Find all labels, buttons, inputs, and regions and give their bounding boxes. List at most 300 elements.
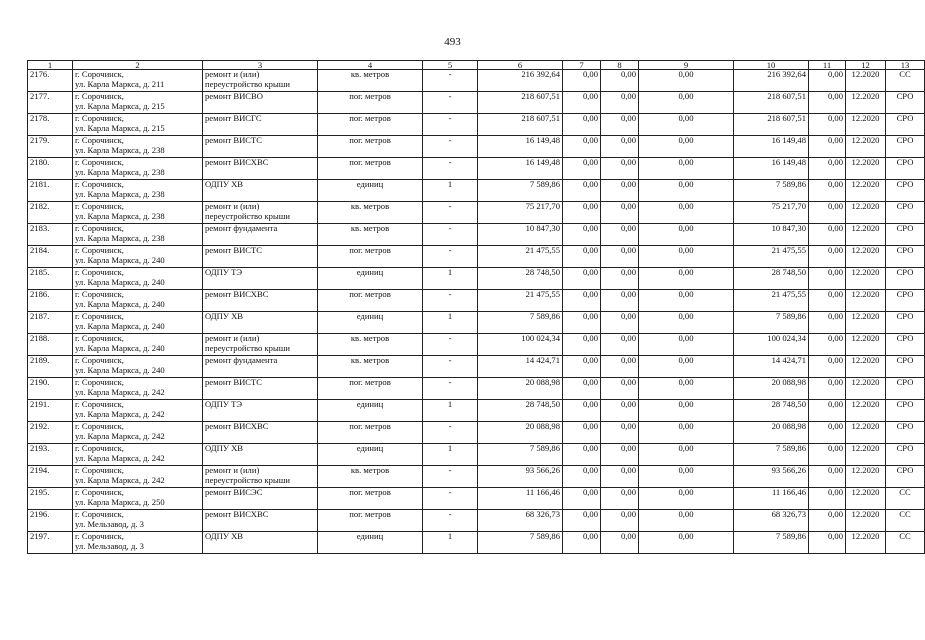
fund-cell-11: 0,00 <box>809 356 846 378</box>
fund-cell-7: 0,00 <box>563 510 601 532</box>
row-number-cell: 2179. <box>28 136 73 158</box>
work-type-cell-line: ремонт ВИСВО <box>205 91 263 101</box>
row-number-cell: 2182. <box>28 202 73 224</box>
fund-cell-9: 0,00 <box>639 290 734 312</box>
work-type-cell <box>203 180 318 202</box>
address-cell-line: ул. Карла Маркса, д. 215 <box>75 122 165 133</box>
fund-cell-8: 0,00 <box>601 202 639 224</box>
fund-cell-9: 0,00 <box>639 466 734 488</box>
work-type-cell <box>203 158 318 180</box>
column-header-5: 5 <box>423 61 478 70</box>
column-header-1: 1 <box>28 61 73 70</box>
column-header-8: 8 <box>601 61 639 70</box>
unit-cell: единиц <box>318 532 423 554</box>
completion-date-cell: 12.2020 <box>846 356 886 378</box>
fund-cell-8: 0,00 <box>601 92 639 114</box>
fund-cell-8: 0,00 <box>601 400 639 422</box>
row-number-cell: 2185. <box>28 268 73 290</box>
address-cell-line: ул. Карла Маркса, д. 211 <box>75 78 165 89</box>
fund-cell-10: 21 475,55 <box>734 246 809 268</box>
table-row <box>28 378 925 400</box>
address-cell <box>73 268 203 290</box>
fund-cell-7: 0,00 <box>563 224 601 246</box>
fund-cell-10: 100 024,34 <box>734 334 809 356</box>
table-row <box>28 290 925 312</box>
quantity-cell: 1 <box>423 532 478 554</box>
unit-cell: пог. метров <box>318 510 423 532</box>
table-row <box>28 532 925 554</box>
address-cell <box>73 136 203 158</box>
total-cost-cell: 20 088,98 <box>478 378 563 400</box>
quantity-cell: - <box>423 158 478 180</box>
work-type-cell-line: ремонт и (или) <box>205 465 260 475</box>
completion-date-cell: 12.2020 <box>846 422 886 444</box>
total-cost-cell: 75 217,70 <box>478 202 563 224</box>
fund-cell-9: 0,00 <box>639 92 734 114</box>
work-type-cell <box>203 400 318 422</box>
work-type-cell-line: ремонт ВИСТС <box>205 377 263 387</box>
address-cell-line: ул. Карла Маркса, д. 240 <box>75 320 165 331</box>
work-type-cell-line: ремонт и (или) <box>205 69 260 79</box>
fund-cell-10: 21 475,55 <box>734 290 809 312</box>
address-cell <box>73 312 203 334</box>
fund-cell-9: 0,00 <box>639 378 734 400</box>
total-cost-cell: 68 326,73 <box>478 510 563 532</box>
table-row <box>28 92 925 114</box>
row-number-cell: 2189. <box>28 356 73 378</box>
table-row <box>28 488 925 510</box>
total-cost-cell: 7 589,86 <box>478 532 563 554</box>
address-cell-line: г. Сорочинск, <box>75 223 124 233</box>
fund-cell-10: 16 149,48 <box>734 136 809 158</box>
table-row <box>28 114 925 136</box>
address-cell <box>73 246 203 268</box>
fund-cell-11: 0,00 <box>809 246 846 268</box>
fund-cell-10: 7 589,86 <box>734 180 809 202</box>
fund-cell-10: 7 589,86 <box>734 444 809 466</box>
table-row <box>28 444 925 466</box>
fund-cell-11: 0,00 <box>809 422 846 444</box>
fund-cell-9: 0,00 <box>639 444 734 466</box>
fund-cell-11: 0,00 <box>809 444 846 466</box>
fund-cell-9: 0,00 <box>639 268 734 290</box>
work-type-cell-line: ремонт ВИСТС <box>205 135 263 145</box>
unit-cell: пог. метров <box>318 92 423 114</box>
table-body <box>28 70 925 554</box>
address-cell-line: ул. Карла Маркса, д. 242 <box>75 452 165 463</box>
total-cost-cell: 218 607,51 <box>478 92 563 114</box>
work-type-cell <box>203 312 318 334</box>
fund-cell-9: 0,00 <box>639 422 734 444</box>
address-cell-line: ул. Карла Маркса, д. 215 <box>75 100 165 111</box>
total-cost-cell: 7 589,86 <box>478 312 563 334</box>
total-cost-cell: 28 748,50 <box>478 268 563 290</box>
column-header-11: 11 <box>809 61 846 70</box>
work-type-cell <box>203 202 318 224</box>
address-cell-line: г. Сорочинск, <box>75 399 124 409</box>
table-row <box>28 356 925 378</box>
work-type-cell <box>203 224 318 246</box>
address-cell-line: ул. Карла Маркса, д. 240 <box>75 298 165 309</box>
table-row <box>28 202 925 224</box>
address-cell-line: г. Сорочинск, <box>75 355 124 365</box>
address-cell-line: г. Сорочинск, <box>75 179 124 189</box>
address-cell <box>73 92 203 114</box>
address-cell-line: г. Сорочинск, <box>75 267 124 277</box>
fund-cell-10: 20 088,98 <box>734 422 809 444</box>
unit-cell: пог. метров <box>318 378 423 400</box>
address-cell-line: г. Сорочинск, <box>75 157 124 167</box>
fund-cell-7: 0,00 <box>563 532 601 554</box>
work-type-cell <box>203 136 318 158</box>
fund-source-cell: СРО <box>886 444 925 466</box>
work-type-cell-line: ремонт ВИСХВС <box>205 289 269 299</box>
fund-cell-11: 0,00 <box>809 400 846 422</box>
fund-cell-8: 0,00 <box>601 224 639 246</box>
completion-date-cell: 12.2020 <box>846 378 886 400</box>
fund-cell-9: 0,00 <box>639 510 734 532</box>
unit-cell: пог. метров <box>318 290 423 312</box>
fund-source-cell: СС <box>886 70 925 92</box>
address-cell-line: ул. Карла Маркса, д. 238 <box>75 210 165 221</box>
address-cell-line: ул. Карла Маркса, д. 238 <box>75 188 165 199</box>
quantity-cell: 1 <box>423 312 478 334</box>
table-row <box>28 400 925 422</box>
fund-source-cell: СРО <box>886 290 925 312</box>
quantity-cell: - <box>423 466 478 488</box>
address-cell-line: г. Сорочинск, <box>75 245 124 255</box>
row-number-cell: 2177. <box>28 92 73 114</box>
fund-cell-7: 0,00 <box>563 180 601 202</box>
fund-source-cell: СС <box>886 532 925 554</box>
fund-cell-7: 0,00 <box>563 136 601 158</box>
fund-cell-10: 216 392,64 <box>734 70 809 92</box>
fund-cell-10: 218 607,51 <box>734 114 809 136</box>
row-number-cell: 2194. <box>28 466 73 488</box>
unit-cell: кв. метров <box>318 334 423 356</box>
fund-cell-7: 0,00 <box>563 70 601 92</box>
address-cell-line: г. Сорочинск, <box>75 443 124 453</box>
work-type-cell-line: переустройство крыши <box>205 210 290 221</box>
unit-cell: пог. метров <box>318 114 423 136</box>
table-row <box>28 158 925 180</box>
work-type-cell <box>203 334 318 356</box>
unit-cell: кв. метров <box>318 356 423 378</box>
address-cell-line: ул. Карла Маркса, д. 250 <box>75 496 165 507</box>
fund-cell-8: 0,00 <box>601 422 639 444</box>
table-row <box>28 466 925 488</box>
table-row <box>28 422 925 444</box>
work-type-cell <box>203 466 318 488</box>
address-cell-line: г. Сорочинск, <box>75 289 124 299</box>
fund-cell-8: 0,00 <box>601 488 639 510</box>
total-cost-cell: 216 392,64 <box>478 70 563 92</box>
work-type-cell-line: переустройство крыши <box>205 78 290 89</box>
work-type-cell-line: ОДПУ ХВ <box>205 443 244 453</box>
total-cost-cell: 10 847,30 <box>478 224 563 246</box>
fund-cell-7: 0,00 <box>563 312 601 334</box>
unit-cell: единиц <box>318 312 423 334</box>
row-number-cell: 2178. <box>28 114 73 136</box>
address-cell-line: г. Сорочинск, <box>75 135 124 145</box>
total-cost-cell: 16 149,48 <box>478 136 563 158</box>
address-cell <box>73 378 203 400</box>
address-cell-line: ул. Карла Маркса, д. 240 <box>75 364 165 375</box>
fund-cell-9: 0,00 <box>639 334 734 356</box>
address-cell <box>73 444 203 466</box>
work-type-cell <box>203 70 318 92</box>
fund-cell-8: 0,00 <box>601 70 639 92</box>
work-type-cell-line: ОДПУ ХВ <box>205 179 244 189</box>
fund-cell-11: 0,00 <box>809 532 846 554</box>
unit-cell: пог. метров <box>318 136 423 158</box>
work-type-cell <box>203 114 318 136</box>
fund-cell-7: 0,00 <box>563 422 601 444</box>
fund-cell-9: 0,00 <box>639 202 734 224</box>
quantity-cell: - <box>423 202 478 224</box>
address-cell <box>73 488 203 510</box>
quantity-cell: - <box>423 70 478 92</box>
fund-cell-8: 0,00 <box>601 532 639 554</box>
fund-cell-8: 0,00 <box>601 334 639 356</box>
total-cost-cell: 28 748,50 <box>478 400 563 422</box>
fund-source-cell: СС <box>886 488 925 510</box>
fund-cell-7: 0,00 <box>563 334 601 356</box>
table-row <box>28 70 925 92</box>
fund-cell-8: 0,00 <box>601 444 639 466</box>
row-number-cell: 2197. <box>28 532 73 554</box>
address-cell-line: ул. Мельзавод, д. 3 <box>75 540 144 551</box>
fund-cell-8: 0,00 <box>601 290 639 312</box>
work-type-cell <box>203 290 318 312</box>
fund-cell-10: 10 847,30 <box>734 224 809 246</box>
fund-source-cell: СРО <box>886 334 925 356</box>
completion-date-cell: 12.2020 <box>846 70 886 92</box>
completion-date-cell: 12.2020 <box>846 334 886 356</box>
fund-cell-7: 0,00 <box>563 290 601 312</box>
fund-source-cell: СРО <box>886 268 925 290</box>
work-type-cell-line: ремонт ВИСХВС <box>205 509 269 519</box>
page-number: 493 <box>444 36 461 48</box>
address-cell <box>73 224 203 246</box>
completion-date-cell: 12.2020 <box>846 158 886 180</box>
fund-cell-11: 0,00 <box>809 114 846 136</box>
work-type-cell <box>203 246 318 268</box>
fund-cell-11: 0,00 <box>809 488 846 510</box>
work-type-cell-line: ремонт ВИСЭС <box>205 487 263 497</box>
quantity-cell: - <box>423 488 478 510</box>
fund-cell-11: 0,00 <box>809 290 846 312</box>
work-type-cell-line: ОДПУ ХВ <box>205 311 244 321</box>
completion-date-cell: 12.2020 <box>846 268 886 290</box>
unit-cell: пог. метров <box>318 158 423 180</box>
address-cell <box>73 202 203 224</box>
completion-date-cell: 12.2020 <box>846 444 886 466</box>
fund-source-cell: СРО <box>886 422 925 444</box>
completion-date-cell: 12.2020 <box>846 466 886 488</box>
unit-cell: единиц <box>318 268 423 290</box>
address-cell-line: ул. Карла Маркса, д. 240 <box>75 276 165 287</box>
table-row <box>28 224 925 246</box>
total-cost-cell: 20 088,98 <box>478 422 563 444</box>
total-cost-cell: 21 475,55 <box>478 246 563 268</box>
row-number-cell: 2186. <box>28 290 73 312</box>
work-type-cell <box>203 422 318 444</box>
address-cell <box>73 400 203 422</box>
column-header-13: 13 <box>886 61 925 70</box>
address-cell-line: ул. Карла Маркса, д. 240 <box>75 342 165 353</box>
fund-cell-9: 0,00 <box>639 312 734 334</box>
completion-date-cell: 12.2020 <box>846 246 886 268</box>
row-number-cell: 2191. <box>28 400 73 422</box>
quantity-cell: - <box>423 114 478 136</box>
column-header-9: 9 <box>639 61 734 70</box>
fund-cell-9: 0,00 <box>639 400 734 422</box>
fund-cell-10: 14 424,71 <box>734 356 809 378</box>
fund-cell-11: 0,00 <box>809 92 846 114</box>
fund-cell-9: 0,00 <box>639 180 734 202</box>
row-number-cell: 2188. <box>28 334 73 356</box>
work-type-cell <box>203 510 318 532</box>
fund-cell-10: 28 748,50 <box>734 400 809 422</box>
address-cell-line: ул. Карла Маркса, д. 238 <box>75 232 165 243</box>
address-cell-line: г. Сорочинск, <box>75 333 124 343</box>
address-cell-line: ул. Карла Маркса, д. 238 <box>75 144 165 155</box>
address-cell-line: ул. Карла Маркса, д. 242 <box>75 474 165 485</box>
total-cost-cell: 7 589,86 <box>478 180 563 202</box>
address-cell <box>73 70 203 92</box>
fund-cell-7: 0,00 <box>563 378 601 400</box>
quantity-cell: 1 <box>423 444 478 466</box>
fund-source-cell: СРО <box>886 92 925 114</box>
fund-cell-11: 0,00 <box>809 466 846 488</box>
fund-cell-11: 0,00 <box>809 202 846 224</box>
fund-cell-7: 0,00 <box>563 246 601 268</box>
unit-cell: кв. метров <box>318 70 423 92</box>
quantity-cell: - <box>423 224 478 246</box>
row-number-cell: 2195. <box>28 488 73 510</box>
fund-cell-11: 0,00 <box>809 180 846 202</box>
address-cell-line: ул. Карла Маркса, д. 242 <box>75 386 165 397</box>
table-row <box>28 246 925 268</box>
fund-cell-9: 0,00 <box>639 488 734 510</box>
work-type-cell <box>203 268 318 290</box>
fund-cell-9: 0,00 <box>639 532 734 554</box>
unit-cell: пог. метров <box>318 246 423 268</box>
address-cell-line: г. Сорочинск, <box>75 421 124 431</box>
fund-source-cell: СРО <box>886 136 925 158</box>
address-cell <box>73 466 203 488</box>
table-row <box>28 510 925 532</box>
table-row <box>28 136 925 158</box>
fund-cell-11: 0,00 <box>809 510 846 532</box>
address-cell <box>73 422 203 444</box>
work-type-cell-line: ремонт ВИСХВС <box>205 157 269 167</box>
table-row <box>28 312 925 334</box>
quantity-cell: - <box>423 334 478 356</box>
completion-date-cell: 12.2020 <box>846 488 886 510</box>
work-type-cell <box>203 92 318 114</box>
row-number-cell: 2176. <box>28 70 73 92</box>
fund-source-cell: СРО <box>886 158 925 180</box>
quantity-cell: - <box>423 356 478 378</box>
quantity-cell: 1 <box>423 268 478 290</box>
address-cell <box>73 158 203 180</box>
fund-cell-10: 7 589,86 <box>734 312 809 334</box>
completion-date-cell: 12.2020 <box>846 114 886 136</box>
address-cell-line: ул. Карла Маркса, д. 238 <box>75 166 165 177</box>
address-cell <box>73 334 203 356</box>
fund-cell-7: 0,00 <box>563 92 601 114</box>
fund-cell-9: 0,00 <box>639 114 734 136</box>
address-cell-line: г. Сорочинск, <box>75 201 124 211</box>
unit-cell: кв. метров <box>318 466 423 488</box>
total-cost-cell: 218 607,51 <box>478 114 563 136</box>
fund-cell-9: 0,00 <box>639 246 734 268</box>
work-type-cell-line: ремонт фундамента <box>205 355 278 365</box>
row-number-cell: 2184. <box>28 246 73 268</box>
unit-cell: кв. метров <box>318 202 423 224</box>
row-number-cell: 2180. <box>28 158 73 180</box>
fund-cell-11: 0,00 <box>809 158 846 180</box>
completion-date-cell: 12.2020 <box>846 400 886 422</box>
fund-source-cell: СРО <box>886 180 925 202</box>
unit-cell: пог. метров <box>318 422 423 444</box>
fund-source-cell: СРО <box>886 356 925 378</box>
total-cost-cell: 16 149,48 <box>478 158 563 180</box>
address-cell-line: г. Сорочинск, <box>75 487 124 497</box>
work-type-cell-line: переустройство крыши <box>205 342 290 353</box>
completion-date-cell: 12.2020 <box>846 202 886 224</box>
fund-cell-7: 0,00 <box>563 488 601 510</box>
fund-cell-10: 218 607,51 <box>734 92 809 114</box>
work-type-cell-line: ремонт и (или) <box>205 201 260 211</box>
fund-cell-9: 0,00 <box>639 224 734 246</box>
work-type-cell-line: ремонт ВИСХВС <box>205 421 269 431</box>
quantity-cell: - <box>423 290 478 312</box>
fund-cell-9: 0,00 <box>639 70 734 92</box>
fund-cell-8: 0,00 <box>601 466 639 488</box>
address-cell-line: ул. Карла Маркса, д. 242 <box>75 430 165 441</box>
fund-cell-7: 0,00 <box>563 202 601 224</box>
quantity-cell: - <box>423 246 478 268</box>
fund-cell-8: 0,00 <box>601 268 639 290</box>
row-number-cell: 2183. <box>28 224 73 246</box>
fund-cell-10: 75 217,70 <box>734 202 809 224</box>
fund-cell-11: 0,00 <box>809 334 846 356</box>
address-cell <box>73 510 203 532</box>
fund-cell-7: 0,00 <box>563 444 601 466</box>
fund-source-cell: СРО <box>886 246 925 268</box>
address-cell-line: г. Сорочинск, <box>75 91 124 101</box>
total-cost-cell: 21 475,55 <box>478 290 563 312</box>
fund-cell-11: 0,00 <box>809 268 846 290</box>
quantity-cell: - <box>423 510 478 532</box>
row-number-cell: 2190. <box>28 378 73 400</box>
fund-cell-10: 20 088,98 <box>734 378 809 400</box>
repair-register-table <box>27 60 925 554</box>
row-number-cell: 2196. <box>28 510 73 532</box>
completion-date-cell: 12.2020 <box>846 92 886 114</box>
address-cell-line: ул. Мельзавод, д. 3 <box>75 518 144 529</box>
fund-cell-9: 0,00 <box>639 136 734 158</box>
fund-cell-8: 0,00 <box>601 136 639 158</box>
fund-cell-8: 0,00 <box>601 510 639 532</box>
fund-source-cell: СРО <box>886 466 925 488</box>
fund-cell-10: 93 566,26 <box>734 466 809 488</box>
address-cell-line: г. Сорочинск, <box>75 531 124 541</box>
table-row <box>28 334 925 356</box>
